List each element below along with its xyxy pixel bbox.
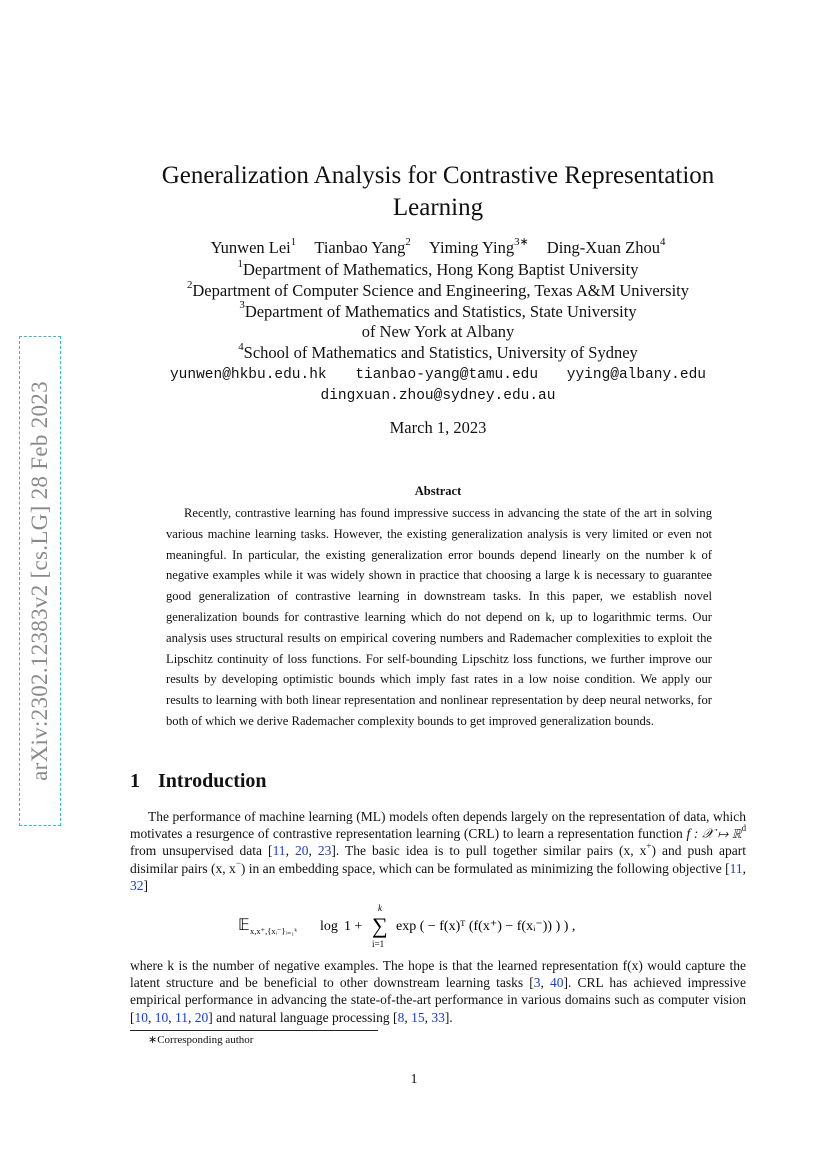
- email-link[interactable]: tianbao-yang@tamu.edu: [355, 367, 539, 383]
- email-link[interactable]: dingxuan.zhou@sydney.edu.au: [320, 388, 556, 404]
- citation-link[interactable]: 20: [294, 843, 309, 859]
- citation-link[interactable]: 33: [431, 1009, 445, 1025]
- author-list: [140, 235, 736, 258]
- citation-link[interactable]: 32: [130, 877, 144, 893]
- author: Yunwen Lei$^1$: [210, 235, 297, 257]
- citation-link[interactable]: 8: [397, 1009, 405, 1025]
- sum-upper: k: [378, 903, 382, 913]
- paper-date: March 1, 2023: [389, 418, 487, 437]
- affiliations: [120, 257, 756, 364]
- objective-equation: [130, 902, 746, 948]
- footnote: ∗Corresponding author: [148, 1034, 254, 1046]
- section-heading: [130, 770, 267, 793]
- intro-paragraph-2: where k is the number of negative examples. The hope is that the learned representation f(x) would capture the latent structure and be beneficial to other downstream learning tasks [3, 40]. CRL has achieved impressive empirical performance in advancing the state-of-the-art performance in various domains such as computer vision [10, 10, 11, 20] and natural language processing [8, 15, 33].: [130, 958, 747, 1025]
- affiliation: of New York at Albany: [361, 322, 515, 342]
- author: Ding-Xuan Zhou$^4$: [546, 235, 666, 257]
- citation-link[interactable]: 10: [134, 1009, 148, 1025]
- section-title: Introduction: [158, 770, 267, 792]
- abstract-heading: Abstract: [414, 484, 462, 498]
- sum-symbol: ∑: [372, 913, 388, 938]
- affiliation: $^4$School of Mathematics and Statistics, University of Sydney: [238, 341, 638, 363]
- equation-body: exp ( − f(x)ᵀ (f(x⁺) − f(xᵢ⁻)) ) ) ,: [396, 919, 576, 934]
- author: Yiming Ying$^{3∗}$: [428, 235, 529, 257]
- arxiv-id: arXiv:2302.12383v2 [cs.LG] 28 Feb 2023: [27, 381, 52, 781]
- abstract-text: Recently, contrastive learning has found impressive success in advancing the state of the art in solving various machine learning tasks. However, the existing generalization analysis is very limited or even not meaningful. In particular, the existing generalization error bounds depend linearly on the number k of negative examples while it was widely shown in practice that choosing a large k is necessary to guarantee good generalization of contrastive learning in downstream tasks. In this paper, we establish novel generalization bounds for contrastive learning which do not depend on k, up to logarithmic terms. Our analysis uses structural results on empirical covering numbers and Rademacher complexities to exploit the Lipschitz continuity of loss functions. For self-bounding Lipschitz loss functions, we further improve our results by developing optimistic bounds which imply fast rates in a low noise condition. We apply our results to learning with both linear representation and nonlinear representation by deep neural networks, for both of which we derive Rademacher complexity bounds to get improved generalization bounds.: [166, 506, 712, 728]
- affiliation: $^3$Department of Mathematics and Statistics, State University: [239, 299, 637, 321]
- paper-title: [140, 160, 736, 224]
- citation-link[interactable]: 20: [194, 1009, 209, 1025]
- email-link[interactable]: yunwen@hkbu.edu.hk: [169, 367, 327, 383]
- affiliation: $^2$Department of Computer Science and Engineering, Texas A&M University: [186, 278, 690, 300]
- email-list: [120, 365, 756, 407]
- page-number: 1: [410, 1072, 418, 1087]
- title-line-1: Generalization Analysis for Contrastive Representation: [161, 162, 715, 189]
- footnote-rule: [130, 1030, 378, 1031]
- sum-lower: i=1: [372, 939, 385, 949]
- affiliation: $^1$Department of Mathematics, Hong Kong Baptist University: [237, 257, 639, 279]
- one-plus: 1 +: [344, 919, 363, 934]
- log-symbol: log: [320, 919, 338, 934]
- citation-link[interactable]: 11: [175, 1009, 188, 1025]
- expectation-subscript: x,x⁺,{xᵢ⁻}ᵢ₌₁ᵏ: [250, 926, 298, 936]
- section-number: 1: [130, 770, 140, 792]
- citation-link[interactable]: 3: [533, 975, 541, 991]
- citation-link[interactable]: 15: [411, 1009, 425, 1025]
- citation-link[interactable]: 11: [272, 843, 286, 859]
- citation-link[interactable]: 40: [549, 975, 564, 991]
- citation-link[interactable]: 10: [154, 1009, 169, 1025]
- citation-link[interactable]: 23: [317, 843, 332, 859]
- email-link[interactable]: yying@albany.edu: [566, 367, 706, 383]
- expectation-symbol: 𝔼: [238, 917, 250, 934]
- intro-paragraph-1: The performance of machine learning (ML) models often depends largely on the representation of data, which motivates a resurgence of contrastive representation learning (CRL) to learn a representation function f : 𝒳 ↦ ℝ$^d$ from unsupervised data [11, 20, 23]. The basic idea is to pull together similar pairs (x, x+) and push apart disimilar pairs (x, x−) in an embedding space, which can be formulated as minimizing the following objective [11, 32]: [130, 809, 747, 893]
- citation-link[interactable]: 11: [729, 860, 743, 876]
- arxiv-stamp: [19, 336, 61, 826]
- author: Tianbao Yang$^2$: [314, 235, 411, 257]
- title-line-2: Learning: [392, 194, 484, 221]
